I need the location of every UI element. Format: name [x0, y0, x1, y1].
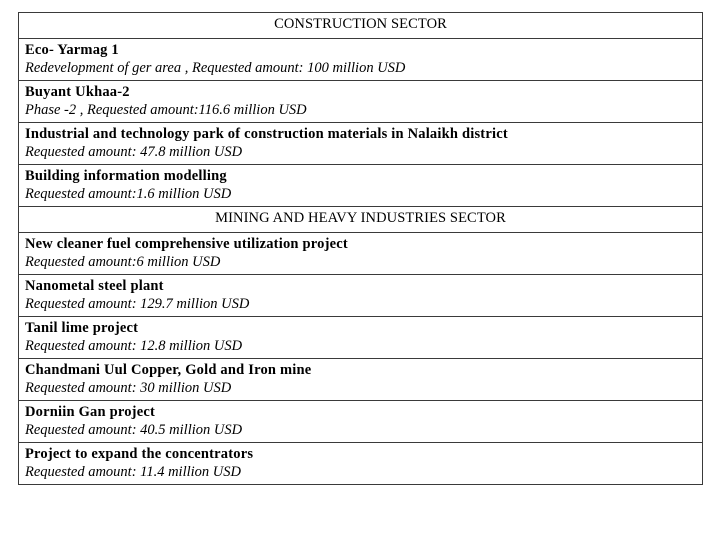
sector-header-row [19, 207, 703, 233]
project-title: Building information modelling [25, 168, 227, 184]
project-cell [19, 81, 703, 123]
project-title: Industrial and technology park of construction materials in Nalaikh district [25, 126, 508, 142]
project-title: New cleaner fuel comprehensive utilization project [25, 236, 348, 252]
project-cell [19, 275, 703, 317]
project-cell [19, 165, 703, 207]
project-row [19, 275, 703, 317]
project-detail: Requested amount: 129.7 million USD [25, 296, 250, 312]
projects-table [18, 12, 703, 485]
project-cell [19, 233, 703, 275]
project-title: Chandmani Uul Copper, Gold and Iron mine [25, 362, 312, 378]
project-row [19, 233, 703, 275]
project-cell [19, 443, 703, 485]
project-cell [19, 39, 703, 81]
project-row [19, 317, 703, 359]
project-detail: Requested amount: 47.8 million USD [25, 144, 243, 160]
project-row [19, 443, 703, 485]
project-cell [19, 317, 703, 359]
project-detail: Redevelopment of ger area , Requested amount: 100 million USD [25, 60, 406, 76]
sector-heading: MINING AND HEAVY INDUSTRIES SECTOR [19, 207, 703, 233]
project-detail: Requested amount: 12.8 million USD [25, 338, 243, 354]
project-row [19, 81, 703, 123]
project-detail: Requested amount:1.6 million USD [25, 186, 232, 202]
project-title: Nanometal steel plant [25, 278, 164, 294]
project-cell [19, 123, 703, 165]
project-detail: Requested amount: 40.5 million USD [25, 422, 243, 438]
project-detail: Requested amount:6 million USD [25, 254, 221, 270]
project-cell [19, 359, 703, 401]
project-detail: Phase -2 , Requested amount:116.6 million USD [25, 102, 307, 118]
project-row [19, 39, 703, 81]
project-title: Eco- Yarmag 1 [25, 42, 119, 58]
sector-header-row [19, 13, 703, 39]
project-title: Tanil lime project [25, 320, 139, 336]
project-row [19, 401, 703, 443]
project-detail: Requested amount: 30 million USD [25, 380, 232, 396]
project-title: Dorniin Gan project [25, 404, 156, 420]
sector-heading: CONSTRUCTION SECTOR [19, 13, 703, 39]
project-row [19, 123, 703, 165]
project-row [19, 359, 703, 401]
project-title: Buyant Ukhaa-2 [25, 84, 130, 100]
project-title: Project to expand the concentrators [25, 446, 254, 462]
project-cell [19, 401, 703, 443]
project-detail: Requested amount: 11.4 million USD [25, 464, 241, 480]
project-row [19, 165, 703, 207]
